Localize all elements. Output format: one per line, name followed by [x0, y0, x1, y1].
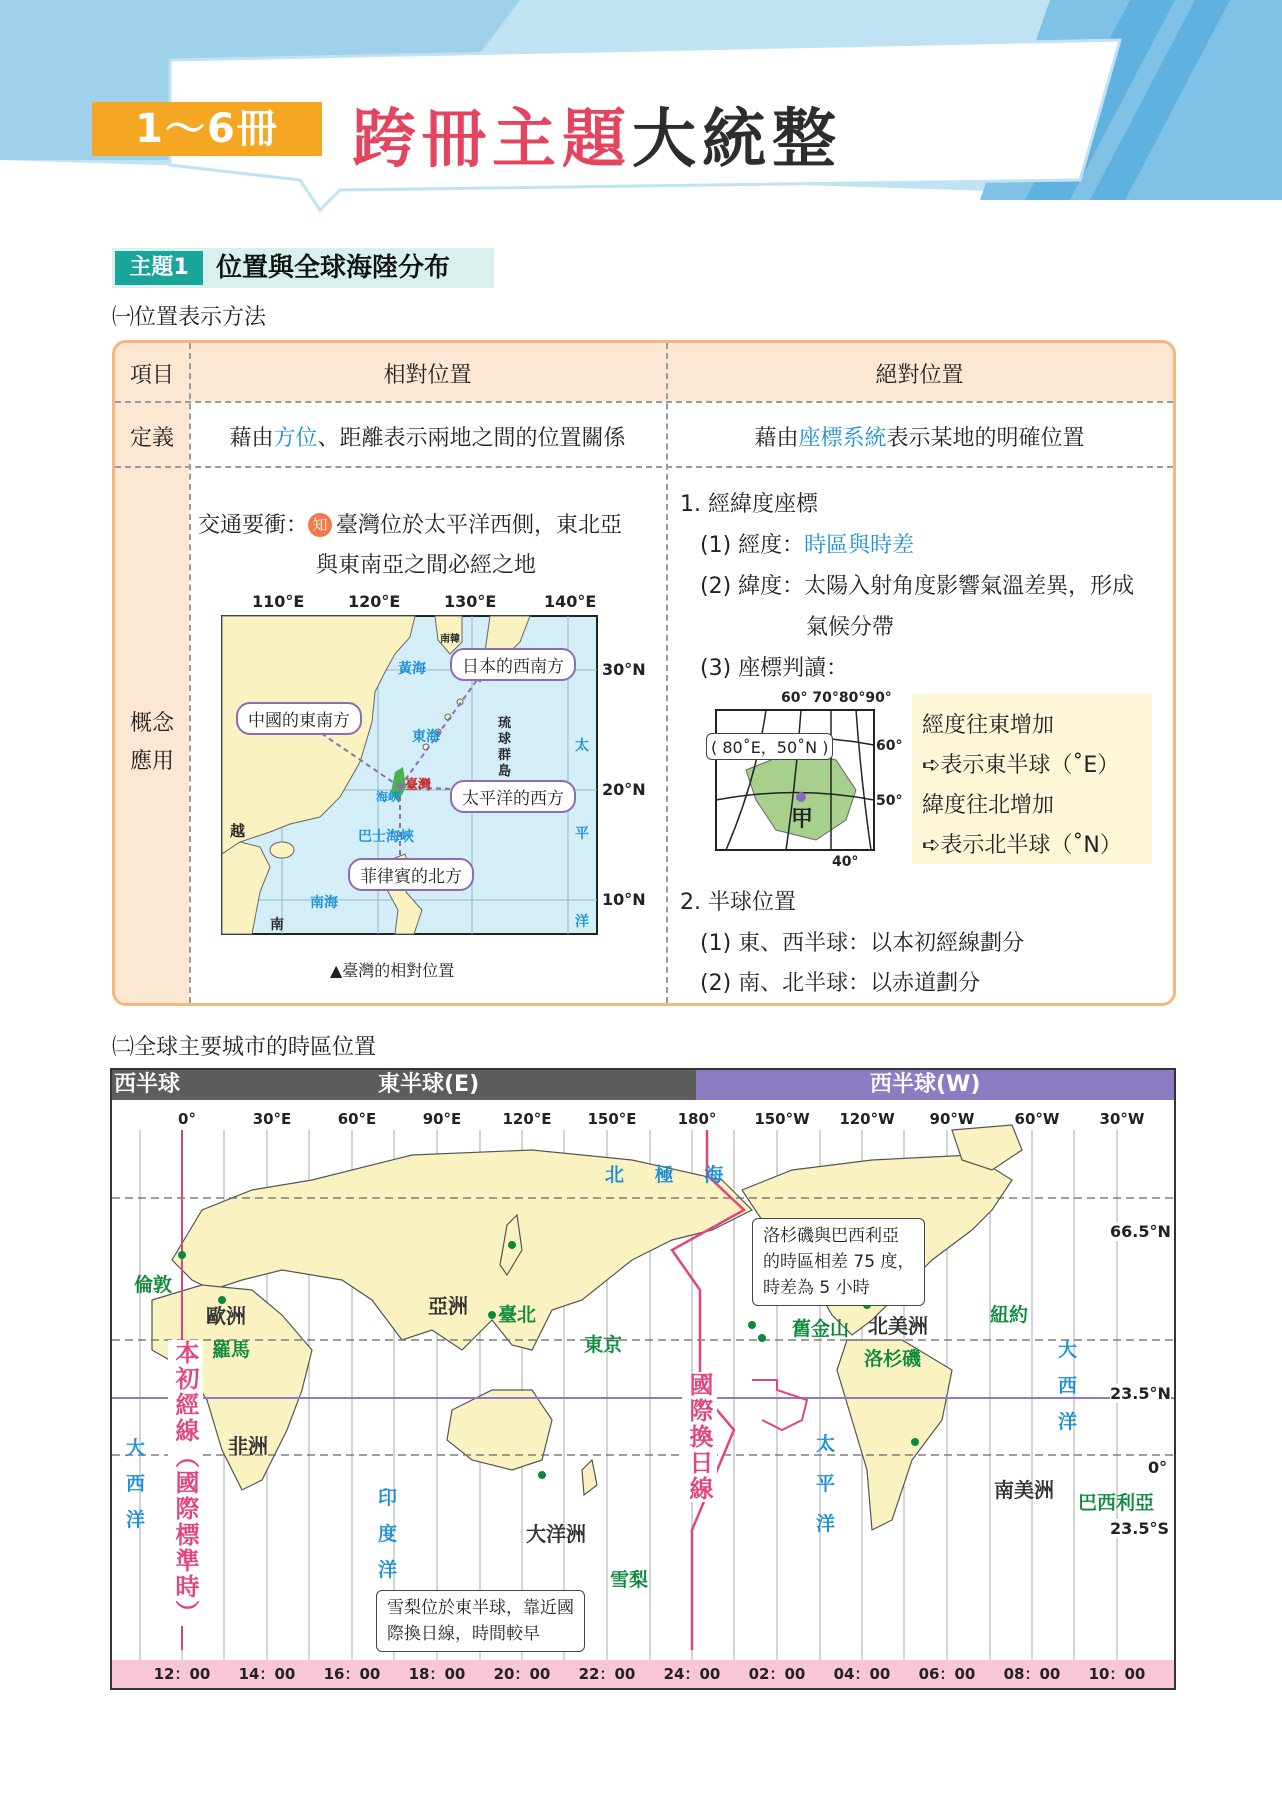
time-label: 14：00 — [238, 1665, 296, 1683]
label-line: 概念 — [129, 711, 174, 736]
text-span: 表示某地的明確位置 — [886, 426, 1085, 451]
latitude-label: 23.5°N — [1110, 1384, 1171, 1403]
map-label-ryukyu: 琉球群島 — [498, 716, 512, 779]
meridian-label: 90°E — [422, 1110, 462, 1128]
callout-line: 時差為 5 小時 — [763, 1278, 870, 1298]
ocean-atlantic-left: 大西洋 — [126, 1437, 146, 1531]
band-label-west-right: 西半球(W) — [870, 1072, 981, 1097]
continent-oceania: 大洋洲 — [526, 1522, 586, 1546]
city-sydney: 雪梨 — [610, 1569, 649, 1591]
page-header — [0, 0, 1282, 230]
city-tokyo: 東京 — [584, 1334, 623, 1356]
time-label: 06：00 — [918, 1665, 976, 1683]
grid-bottom-label: 40° — [832, 854, 859, 870]
grid-point-label: ( 80˚E，50˚N ) — [706, 733, 833, 760]
band-label-west-left: 西半球 — [114, 1072, 181, 1097]
meridian-label: 150°W — [754, 1110, 810, 1128]
city-taipei: 臺北 — [498, 1304, 537, 1326]
map-label-strait: 海峽 — [376, 790, 401, 804]
time-label: 18：00 — [408, 1665, 466, 1683]
label-line: 應用 — [129, 749, 174, 774]
meridian-label: 0° — [178, 1110, 196, 1128]
meridian-label: 180° — [677, 1110, 717, 1128]
ocean-indian: 印度洋 — [378, 1487, 398, 1581]
abs-coord-reading: (3) 座標判讀： — [700, 656, 849, 681]
callout-sydney — [376, 1590, 585, 1652]
text-span: (1) 經度： — [700, 533, 805, 558]
table-head-absolute: 絕對位置 — [875, 363, 964, 388]
grid-right-label: 60° — [876, 738, 903, 754]
time-label: 02：00 — [748, 1665, 806, 1683]
map-lon-label: 140°E — [544, 592, 597, 611]
title-main: 大統整 — [632, 103, 842, 177]
hemisphere-ew: (1) 東、西半球：以本初經線劃分 — [700, 931, 1025, 956]
keyword-span: 時區與時差 — [804, 533, 915, 558]
callout-line: 洛杉磯與巴西利亞 — [763, 1226, 899, 1246]
abs-latitude-keyword: 氣候分帶 — [806, 615, 895, 640]
map-caption: ▲臺灣的相對位置 — [330, 961, 455, 980]
hemisphere-ns: (2) 南、北半球：以赤道劃分 — [700, 971, 981, 996]
band-label-east: 東半球(E) — [378, 1072, 480, 1097]
time-label: 22：00 — [578, 1665, 636, 1683]
date-line-label: 國際換日線 — [682, 1372, 717, 1502]
map-label-yellow-sea: 黃海 — [398, 661, 426, 677]
bubble-philippines-north: 菲律賓的北方 — [348, 858, 474, 891]
meridian-label: 120°W — [839, 1110, 895, 1128]
bubble-japan-southwest: 日本的西南方 — [450, 648, 576, 681]
transport-line-1 — [198, 508, 622, 539]
time-label: 12：00 — [153, 1665, 211, 1683]
meridian-label: 30°E — [252, 1110, 292, 1128]
time-label: 24：00 — [663, 1665, 721, 1683]
keyword-span: 座標系統 — [798, 426, 887, 451]
abs-latitude: (2) 緯度：太陽入射角度影響氣溫差異，形成 — [700, 574, 1135, 599]
latitude-label: 0° — [1148, 1458, 1168, 1477]
map-label-viet: 越 — [230, 822, 246, 840]
table-divider — [115, 401, 1173, 403]
text-span: 臺灣位於太平洋西側，東北亞 — [336, 513, 623, 538]
city-london: 倫敦 — [134, 1274, 173, 1296]
abs-longitude — [700, 528, 914, 559]
transport-line-2: 與東南亞之間必經之地 — [316, 553, 537, 578]
text-span: 藉由 — [229, 426, 274, 451]
coord-grid-graphic — [706, 690, 906, 878]
grid-right-label: 50° — [876, 793, 903, 809]
taiwan-relative-map — [200, 592, 660, 952]
callout-line: 際換日線，時間較早 — [387, 1624, 540, 1644]
definition-absolute — [666, 421, 1173, 452]
map-label-pacific: 太平洋 — [575, 738, 589, 930]
table-divider — [115, 466, 1173, 468]
map-label-bashi: 巴士海峽 — [358, 829, 414, 845]
city-new-york: 紐約 — [990, 1304, 1029, 1326]
time-label: 16：00 — [323, 1665, 381, 1683]
abs-heading-1: 1. 經緯度座標 — [680, 492, 818, 517]
continent-europe: 歐洲 — [206, 1304, 246, 1328]
continent-north-america: 北美洲 — [868, 1314, 928, 1338]
meridian-label: 60°W — [1014, 1110, 1060, 1128]
map-lat-label: 20°N — [602, 780, 646, 799]
rule-line: 經度往東增加 — [922, 713, 1055, 738]
ocean-pacific: 太平洋 — [816, 1433, 836, 1535]
prime-meridian-label: 本初經線（國際標準時） — [168, 1340, 203, 1626]
rule-line: 緯度往北增加 — [922, 793, 1055, 818]
meridian-label: 150°E — [587, 1110, 637, 1128]
city-rome: 羅馬 — [212, 1339, 251, 1361]
grid-top-label: 60° 70°80°90° — [781, 690, 892, 706]
ocean-atlantic-right: 大西洋 — [1058, 1339, 1078, 1433]
city-brasilia: 巴西利亞 — [1078, 1492, 1155, 1514]
topic-title: 位置與全球海陸分布 — [216, 253, 451, 283]
time-label: 20：00 — [493, 1665, 551, 1683]
title-highlight: 跨冊主題 — [352, 103, 632, 177]
ocean-arctic: 北 極 海 — [605, 1164, 736, 1186]
section-title-timezone: ㈡全球主要城市的時區位置 — [112, 1035, 377, 1060]
rule-line: ➪表示東半球（˚E） — [922, 753, 1120, 778]
time-label: 10：00 — [1088, 1665, 1146, 1683]
map-lat-label: 10°N — [602, 890, 646, 909]
text-span: 交通要衝： — [198, 513, 309, 538]
rule-line: ➪表示北半球（˚N） — [922, 833, 1122, 858]
map-lon-label: 130°E — [444, 592, 497, 611]
continent-africa: 非洲 — [228, 1434, 268, 1458]
latitude-label: 23.5°S — [1110, 1519, 1169, 1538]
continent-asia: 亞洲 — [428, 1294, 468, 1318]
map-label-taiwan: 臺灣 — [405, 778, 432, 793]
bubble-china-southeast: 中國的東南方 — [236, 702, 362, 735]
map-label-nan: 南 — [270, 917, 284, 933]
callout-line: 雪梨位於東半球，靠近國 — [387, 1598, 574, 1618]
map-lon-label: 110°E — [252, 592, 305, 611]
callout-line: 的時區相差 75 度， — [763, 1252, 915, 1272]
row-label-concept — [115, 705, 189, 781]
table-head-relative: 相對位置 — [383, 363, 472, 388]
definition-relative — [189, 421, 666, 452]
volume-badge: 1～6冊 — [92, 102, 322, 156]
callout-timezone-diff — [752, 1218, 925, 1306]
meridian-label: 90°W — [929, 1110, 975, 1128]
grid-point-char: 甲 — [791, 807, 814, 832]
continent-south-america: 南美洲 — [994, 1478, 1054, 1502]
know-icon: 知 — [308, 513, 332, 537]
time-label: 08：00 — [1003, 1665, 1061, 1683]
map-lat-label: 30°N — [602, 660, 646, 679]
text-span: 藉由 — [754, 426, 799, 451]
abs-heading-2: 2. 半球位置 — [680, 890, 796, 915]
map-label-east-sea: 東海 — [412, 729, 440, 745]
bubble-pacific-west: 太平洋的西方 — [450, 780, 576, 813]
topic-tag: 主題1 — [115, 251, 203, 285]
coordinate-grid-figure — [706, 690, 906, 878]
map-lon-label: 120°E — [348, 592, 401, 611]
table-head-item: 項目 — [129, 363, 174, 388]
map-label-south-sea: 南海 — [310, 895, 338, 911]
city-san-francisco: 舊金山 — [792, 1318, 850, 1340]
keyword-span: 方位 — [273, 426, 318, 451]
latitude-label: 66.5°N — [1110, 1222, 1171, 1241]
meridian-label: 60°E — [337, 1110, 377, 1128]
meridian-label: 120°E — [502, 1110, 552, 1128]
city-los-angeles: 洛杉磯 — [864, 1348, 922, 1370]
row-label-definition: 定義 — [129, 426, 174, 451]
map-label-korea: 南韓 — [440, 634, 460, 645]
meridian-label: 30°W — [1099, 1110, 1145, 1128]
text-span: 、距離表示兩地之間的位置關係 — [317, 426, 626, 451]
section-title-position: ㈠位置表示方法 — [112, 305, 267, 330]
time-label: 04：00 — [833, 1665, 891, 1683]
